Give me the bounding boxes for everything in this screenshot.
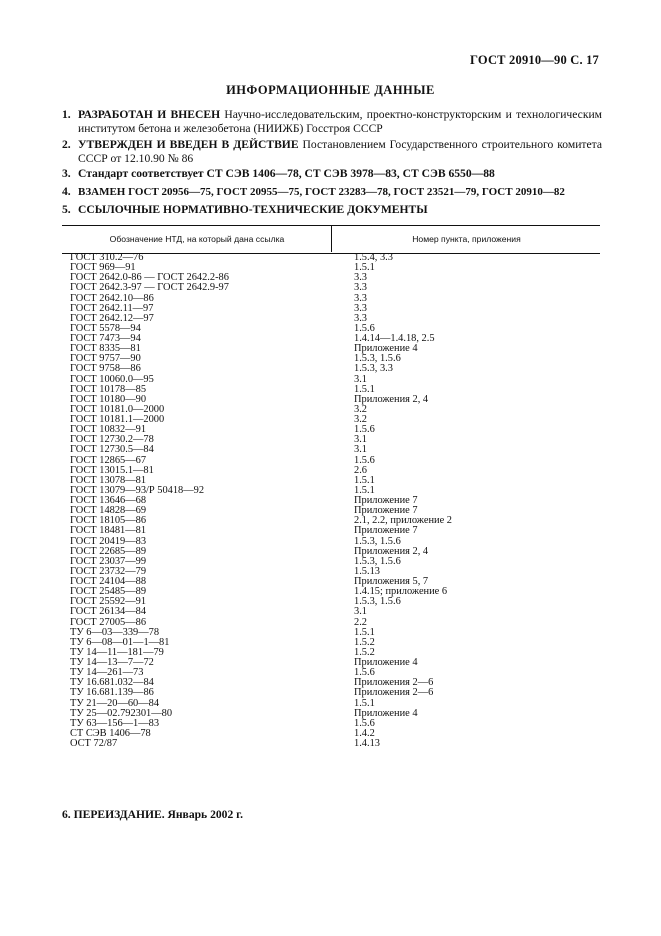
document-designation: ГОСТ 20419—83 [70, 535, 147, 547]
clause-reference: Приложения 2, 4 [354, 545, 429, 557]
clause-reference: 1.4.15; приложение 6 [354, 586, 448, 598]
info-item-5 [62, 203, 602, 217]
clause-reference: 2.2 [354, 616, 367, 628]
document-designation: ТУ 14—261—73 [70, 667, 144, 679]
document-designation: ГОСТ 7473—94 [70, 333, 141, 344]
item-bold: УТВЕРЖДЕН И ВВЕДЕН В ДЕЙСТВИЕ [78, 138, 299, 151]
item-text: Постановлением Государственного строительного комитета СССР от 12.10.90 № 86 [78, 138, 602, 165]
clause-reference: 1.5.6 [354, 667, 375, 679]
column-header-document: Обозначение НТД, на который дана ссылка [109, 234, 285, 244]
clause-reference: Приложение 7 [354, 495, 418, 506]
document-designation: ТУ 6—03—339—78 [70, 626, 160, 638]
document-designation: ГОСТ 969—91 [70, 262, 136, 274]
document-designation: ГОСТ 10181.0—2000 [70, 403, 165, 415]
document-designation: ГОСТ 2642.12—97 [70, 312, 154, 324]
clause-reference: 3.3 [354, 272, 367, 284]
clause-reference: Приложение 7 [354, 525, 418, 537]
clause-reference: 1.5.3, 1.5.6 [354, 555, 401, 567]
clause-reference: 1.5.4, 3.3 [354, 252, 393, 263]
item-number: 4. [62, 185, 71, 198]
table-row [62, 253, 600, 263]
section-title: ИНФОРМАЦИОННЫЕ ДАННЫЕ [226, 83, 435, 97]
document-designation: ГОСТ 23037—99 [70, 555, 147, 567]
clause-reference: Приложение 4 [354, 343, 418, 355]
clause-reference: 1.5.1 [354, 474, 375, 486]
clause-reference: 1.5.2 [354, 636, 375, 648]
clause-reference: 3.3 [354, 282, 367, 294]
document-designation: ТУ 16.681.139—86 [70, 687, 154, 699]
table-row [62, 364, 600, 374]
clause-reference: 1.4.14—1.4.18, 2.5 [354, 333, 435, 344]
clause-reference: 1.5.2 [354, 646, 375, 658]
item-bold: РАЗРАБОТАН И ВНЕСЕН [78, 108, 221, 121]
document-designation: ТУ 63—156—1—83 [70, 717, 160, 729]
clause-reference: 3.1 [354, 444, 367, 456]
clause-reference: 1.5.3, 1.5.6 [354, 596, 401, 608]
references-table-body [62, 253, 600, 749]
document-designation: ТУ 21—20—60—84 [70, 697, 160, 709]
document-designation: ГОСТ 12730.5—84 [70, 444, 154, 456]
document-designation: ГОСТ 8335—81 [70, 343, 141, 355]
clause-reference: Приложения 2—6 [354, 687, 434, 699]
document-designation: ГОСТ 24104—88 [70, 576, 147, 587]
table-row [62, 344, 600, 354]
clause-reference: Приложение 4 [354, 707, 418, 719]
document-designation: ГОСТ 310.2—76 [70, 252, 144, 263]
clause-reference: 1.5.6 [354, 322, 375, 334]
clause-reference: 1.5.1 [354, 626, 375, 638]
document-designation: ГОСТ 9758—86 [70, 363, 141, 375]
document-designation: ГОСТ 2642.3-97 — ГОСТ 2642.9-97 [70, 282, 229, 294]
clause-reference: Приложение 7 [354, 505, 418, 517]
document-designation: ГОСТ 10180—90 [70, 393, 147, 405]
clause-reference: Приложения 2—6 [354, 677, 434, 689]
column-header-clause: Номер пункта, приложения [412, 234, 521, 244]
document-designation: ГОСТ 25592—91 [70, 596, 147, 608]
document-designation: СТ СЭВ 1406—78 [70, 727, 151, 739]
document-designation: ГОСТ 14828—69 [70, 505, 147, 517]
item-number: 2. [62, 138, 71, 151]
clause-reference: Приложение 4 [354, 657, 418, 668]
clause-reference: Приложения 2, 4 [354, 393, 429, 405]
item-text: Стандарт соответствует СТ СЭВ 1406—78, СТ СЭВ 3978—83, СТ СЭВ 6550—88 [78, 167, 495, 180]
table-row [62, 283, 600, 293]
clause-reference: 3.2 [354, 403, 367, 415]
table-row [62, 334, 600, 344]
document-designation: ГОСТ 10060.0—95 [70, 373, 154, 385]
info-item-2 [62, 138, 602, 166]
document-designation: ГОСТ 2642.11—97 [70, 302, 154, 314]
table-row [62, 445, 600, 455]
table-row [62, 688, 600, 698]
table-row [62, 354, 600, 364]
document-designation: ГОСТ 2642.10—86 [70, 292, 154, 304]
clause-reference: 1.5.13 [354, 565, 380, 577]
document-designation: ГОСТ 23732—79 [70, 565, 147, 577]
clause-reference: 3.1 [354, 606, 367, 618]
document-designation: ТУ 16.681.032—84 [70, 677, 154, 689]
item-bold: ССЫЛОЧНЫЕ НОРМАТИВНО-ТЕХНИЧЕСКИЕ ДОКУМЕНТЫ [78, 203, 428, 216]
page-header: ГОСТ 20910—90 С. 17 [470, 53, 599, 67]
table-row [62, 607, 600, 617]
reissue-note: 6. ПЕРЕИЗДАНИЕ. Январь 2002 г. [62, 808, 244, 821]
clause-reference: 1.5.1 [354, 484, 375, 496]
clause-reference: 1.5.3, 3.3 [354, 363, 393, 375]
document-designation: ТУ 14—11—181—79 [70, 646, 164, 658]
clause-reference: 1.5.1 [354, 262, 375, 274]
table-row [62, 729, 600, 739]
document-designation: ТУ 25—02.792301—80 [70, 707, 173, 719]
document-designation: ГОСТ 13079—93/Р 50418—92 [70, 484, 205, 496]
clause-reference: 1.5.3, 1.5.6 [354, 535, 401, 547]
item-number: 1. [62, 108, 71, 121]
document-designation: ГОСТ 27005—86 [70, 616, 147, 628]
clause-reference: 1.5.6 [354, 454, 375, 466]
document-designation: ГОСТ 10832—91 [70, 424, 147, 436]
clause-reference: 3.3 [354, 302, 367, 314]
document-designation: ТУ 6—08—01—1—81 [70, 636, 170, 648]
clause-reference: 1.4.2 [354, 727, 375, 739]
document-designation: ГОСТ 26134—84 [70, 606, 147, 618]
clause-reference: 1.5.1 [354, 383, 375, 395]
table-row [62, 314, 600, 324]
table-row [62, 324, 600, 334]
clause-reference: 2.6 [354, 464, 367, 476]
document-designation: ТУ 14—13—7—72 [70, 657, 154, 668]
document-designation: ГОСТ 13646—68 [70, 495, 147, 506]
item-text: Научно-исследовательским, проектно-конструкторским и технологическим институтом бетона и железобетона (НИИЖБ) Госстроя СССР [78, 108, 602, 135]
info-item-4 [62, 185, 602, 199]
info-item-1 [62, 108, 602, 136]
clause-reference: 3.1 [354, 434, 367, 446]
document-designation: ГОСТ 22685—89 [70, 545, 147, 557]
clause-reference: 1.5.1 [354, 697, 375, 709]
document-designation: ОСТ 72/87 [70, 738, 118, 749]
clause-reference: Приложения 5, 7 [354, 576, 429, 587]
clause-reference: 1.5.3, 1.5.6 [354, 353, 401, 365]
table-row [62, 739, 600, 749]
clause-reference: 3.3 [354, 312, 367, 324]
document-designation: ГОСТ 13078—81 [70, 474, 147, 486]
column-divider [331, 225, 332, 252]
document-designation: ГОСТ 2642.0-86 — ГОСТ 2642.2-86 [70, 272, 229, 284]
info-item-3 [62, 167, 602, 181]
clause-reference: 3.3 [354, 292, 367, 304]
clause-reference: 1.5.6 [354, 424, 375, 436]
document-designation: ГОСТ 12865—67 [70, 454, 147, 466]
table-row [62, 526, 600, 536]
document-designation: ГОСТ 13015.1—81 [70, 464, 154, 476]
document-designation: ГОСТ 5578—94 [70, 322, 141, 334]
clause-reference: 1.5.6 [354, 717, 375, 729]
document-designation: ГОСТ 25485—89 [70, 586, 147, 598]
item-number: 3. [62, 167, 71, 180]
clause-reference: 3.1 [354, 373, 367, 385]
document-designation: ГОСТ 10178—85 [70, 383, 147, 395]
document-designation: ГОСТ 18105—86 [70, 515, 147, 527]
clause-reference: 3.2 [354, 414, 367, 425]
document-designation: ГОСТ 18481—81 [70, 525, 147, 537]
item-number: 5. [62, 203, 71, 216]
clause-reference: 2.1, 2.2, приложение 2 [354, 515, 452, 527]
item-bold: ВЗАМЕН ГОСТ 20956—75, ГОСТ 20955—75, ГОСТ 23283—78, ГОСТ 23521—79, ГОСТ 20910—82 [78, 186, 565, 198]
document-designation: ГОСТ 9757—90 [70, 353, 141, 365]
document-designation: ГОСТ 12730.2—78 [70, 434, 154, 446]
clause-reference: 1.4.13 [354, 738, 380, 749]
document-designation: ГОСТ 10181.1—2000 [70, 414, 165, 425]
